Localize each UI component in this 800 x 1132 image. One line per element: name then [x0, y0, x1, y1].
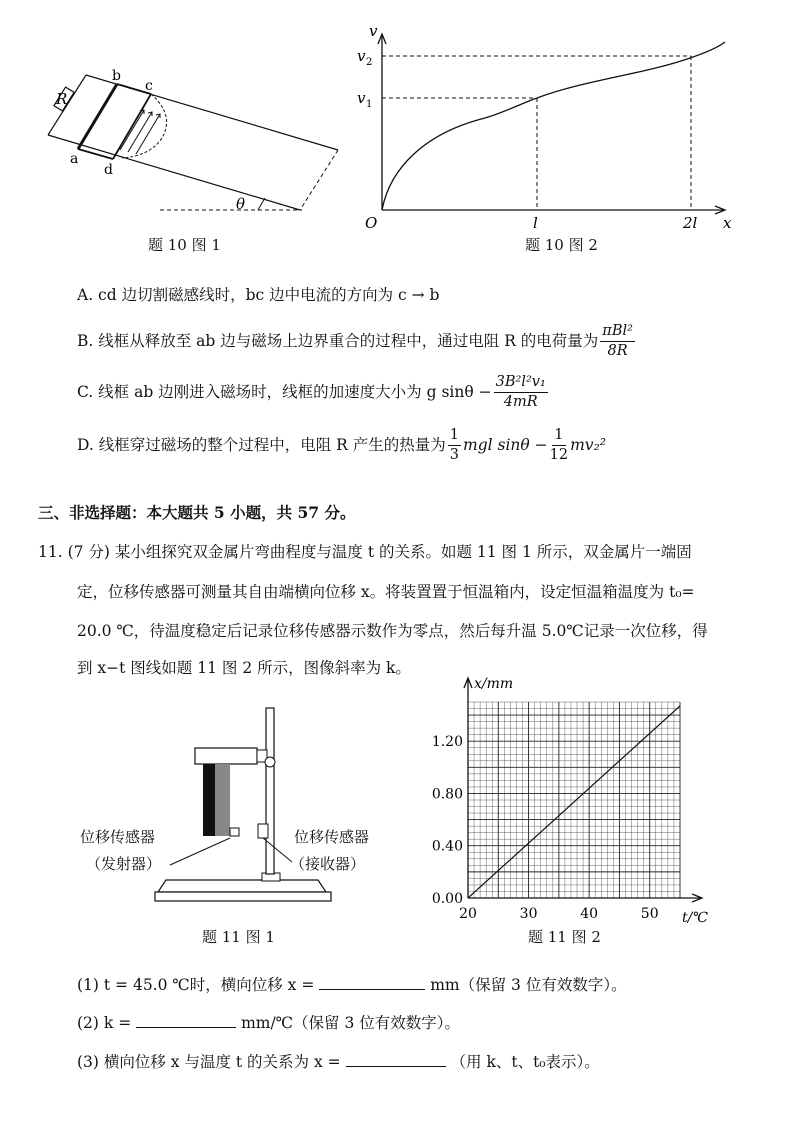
y-tick-label: 0.80: [431, 786, 463, 803]
subq-2: [77, 1013, 460, 1032]
q11-line-1: 11. (7 分) 某小组探究双金属片弯曲程度与温度 t 的关系。如题 11 图 1 所示，双金属片一端固: [38, 543, 692, 561]
answer-blank-2[interactable]: [136, 1013, 236, 1028]
angle-theta-label: θ: [236, 195, 246, 213]
option-b-denominator: 8R: [607, 343, 628, 360]
x-tick-label: 30: [519, 906, 538, 922]
fig10-2-graph: [345, 18, 765, 233]
x-tick-label: 20: [459, 906, 477, 922]
subq-1-tail: mm（保留 3 位有效数字）。: [430, 976, 627, 994]
emitter-sub-label: （发射器）: [86, 855, 162, 873]
option-c: [77, 375, 550, 410]
v2-label: v: [357, 47, 366, 65]
option-c-denominator: 4mR: [503, 394, 538, 411]
subq-3-tail: （用 k、t、t₀表示）。: [450, 1053, 600, 1071]
receiver-label: 位移传感器: [294, 828, 370, 846]
y-tick-label: 1.20: [431, 734, 463, 751]
option-d-mid: mgl sinθ −: [463, 435, 548, 454]
option-d-tail: mv₂²: [570, 435, 606, 454]
fig11-1-apparatus: [70, 700, 400, 915]
origin-label: O: [365, 214, 378, 232]
x-tick-label: 50: [640, 906, 659, 922]
option-d-fraction1: [448, 428, 461, 463]
answer-blank-1[interactable]: [319, 975, 425, 990]
subq-1-prompt: (1) t = 45.0 ℃时，横向位移 x =: [77, 976, 315, 994]
fig10-1-caption: 题 10 图 1: [148, 236, 221, 254]
subq-3: [77, 1052, 600, 1071]
y-axis-title: x/mm: [474, 676, 514, 692]
subq-1: [77, 975, 627, 994]
option-b-numerator: πBl²: [600, 324, 635, 342]
option-b: [77, 324, 637, 359]
y-tick-label: 0.40: [431, 838, 463, 855]
q11-line-4: 到 x−t 图线如题 11 图 2 所示，图像斜率为 k。: [77, 659, 411, 677]
option-c-fraction: [494, 375, 548, 410]
v1-label: v: [357, 89, 366, 107]
option-d: [77, 428, 606, 463]
x-tick-label: 40: [580, 906, 599, 922]
option-d-text: D. 线框穿过磁场的整个过程中，电阻 R 产生的热量为: [77, 435, 446, 454]
corner-d-label: d: [104, 162, 113, 178]
x-axis-label: x: [723, 214, 732, 232]
subq-2-prompt: (2) k =: [77, 1014, 132, 1032]
option-d-fraction2: [550, 428, 568, 463]
x-tick-2l: 2l: [683, 214, 698, 232]
x-tick-l: l: [533, 214, 538, 232]
option-b-fraction: [600, 324, 635, 359]
fig10-2-caption: 题 10 图 2: [525, 236, 598, 254]
v-axis-label: v: [369, 22, 378, 40]
corner-c-label: c: [145, 78, 153, 94]
option-d-f1-num: 1: [448, 428, 461, 446]
option-d-f2-den: 12: [549, 447, 569, 464]
option-d-f1-den: 3: [449, 447, 459, 464]
answer-blank-3[interactable]: [346, 1052, 446, 1067]
section-3-title: 三、非选择题：本大题共 5 小题，共 57 分。: [38, 503, 356, 522]
corner-a-label: a: [70, 151, 79, 167]
option-c-text: C. 线框 ab 边刚进入磁场时，线框的加速度大小为 g sinθ −: [77, 382, 492, 401]
fig11-1-caption: 题 11 图 1: [202, 928, 275, 946]
q11-line-2: 定，位移传感器可测量其自由端横向位移 x。将装置置于恒温箱内，设定恒温箱温度为 t₀=: [77, 583, 695, 601]
option-c-numerator: 3B²l²v₁: [494, 375, 548, 393]
option-d-f2-num: 1: [552, 428, 565, 446]
fig11-2-caption: 题 11 图 2: [528, 928, 601, 946]
emitter-label: 位移传感器: [80, 828, 156, 846]
v2-subscript: 2: [366, 57, 373, 68]
corner-b-label: b: [112, 68, 121, 84]
x-axis-title: t/℃: [682, 910, 709, 926]
fig10-1-diagram: [40, 60, 340, 225]
receiver-sub-label: （接收器）: [290, 855, 366, 873]
resistor-label: R: [56, 90, 68, 108]
option-a: A. cd 边切割磁感线时，bc 边中电流的方向为 c → b: [77, 286, 440, 304]
y-tick-label: 0.00: [431, 891, 463, 907]
subq-2-tail: mm/℃（保留 3 位有效数字）。: [241, 1014, 461, 1032]
subq-3-prompt: (3) 横向位移 x 与温度 t 的关系为 x =: [77, 1053, 341, 1071]
q11-line-3: 20.0 ℃，待温度稳定后记录位移传感器示数作为零点，然后每升温 5.0℃记录一次位移，得: [77, 622, 708, 640]
option-b-text: B. 线框从释放至 ab 边与磁场上边界重合的过程中，通过电阻 R 的电荷量为: [77, 331, 599, 350]
fig11-2-chart: [420, 670, 720, 930]
v1-subscript: 1: [366, 99, 373, 110]
